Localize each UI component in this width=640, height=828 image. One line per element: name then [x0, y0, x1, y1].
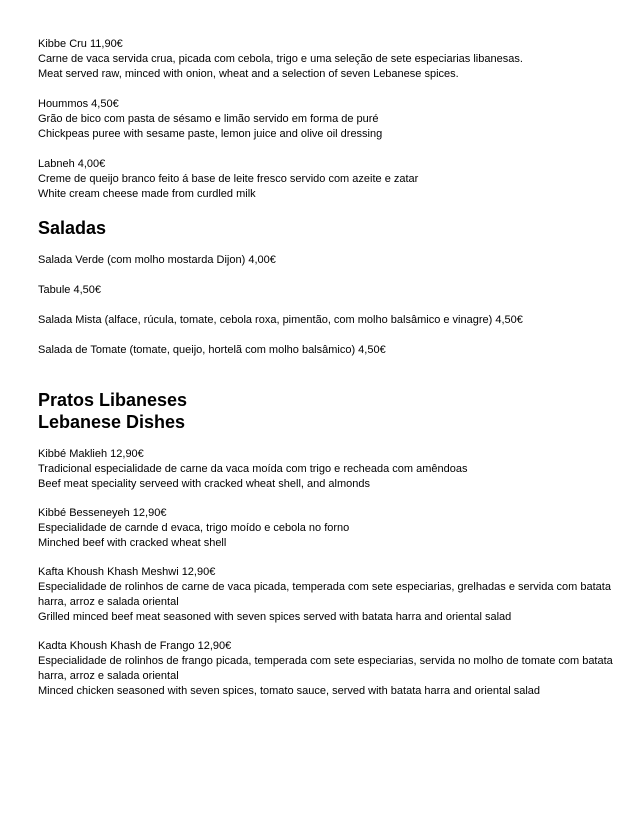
menu-item-kafta-meshwi — [38, 565, 618, 625]
item-title: Kibbe Cru 11,90€ — [38, 38, 123, 50]
salad-item-verde: Salada Verde (com molho mostarda Dijon) 4,00€ — [38, 254, 276, 266]
item-title: Kadta Khoush Khash de Frango 12,90€ — [38, 640, 232, 652]
item-description-en: Grilled minced beef meat seasoned with seven spices served with batata harra and oriental salad — [38, 611, 512, 623]
menu-item-kibbe-cru — [38, 37, 618, 82]
section-heading-pt: Pratos Libaneses — [38, 390, 188, 410]
item-description-pt: Tradicional especialidade de carne da vaca moída com trigo e recheada com amêndoas — [38, 463, 468, 475]
section-heading-pratos — [38, 389, 618, 433]
item-title: Hoummos 4,50€ — [38, 98, 119, 110]
item-title: Labneh 4,00€ — [38, 158, 106, 170]
section-heading-saladas: Saladas — [38, 218, 107, 238]
menu-item-kibbe-maklieh — [38, 447, 618, 492]
item-description-pt: Especialidade de rolinhos de frango picada, temperada com sete especiarias, servida no molho de tomate com batata harra, arroz e salada oriental — [38, 655, 613, 682]
menu-page — [38, 37, 618, 713]
item-description-en: Beef meat speciality serveed with cracked wheat shell, and almonds — [38, 478, 371, 490]
item-description-pt: Especialidade de rolinhos de carne de vaca picada, temperada com sete especiarias, grelhadas e servida com batata harra, arroz e salada oriental — [38, 581, 611, 608]
item-description-en: White cream cheese made from curdled milk — [38, 188, 256, 200]
item-title: Kibbé Maklieh 12,90€ — [38, 448, 144, 460]
item-description-en: Minced chicken seasoned with seven spices, tomato sauce, served with batata harra and oriental salad — [38, 685, 541, 697]
item-description-pt: Creme de queijo branco feito á base de leite fresco servido com azeite e zatar — [38, 173, 419, 185]
item-title: Kibbé Besseneyeh 12,90€ — [38, 507, 167, 519]
menu-item-hoummos — [38, 97, 618, 142]
item-description-en: Minched beef with cracked wheat shell — [38, 537, 227, 549]
salad-item-tabule: Tabule 4,50€ — [38, 284, 101, 296]
salad-item-tomate: Salada de Tomate (tomate, queijo, hortelã com molho balsâmico) 4,50€ — [38, 344, 386, 356]
item-description-pt: Carne de vaca servida crua, picada com cebola, trigo e uma seleção de sete especiarias libanesas. — [38, 53, 523, 65]
salad-item-mista: Salada Mista (alface, rúcula, tomate, cebola roxa, pimentão, com molho balsâmico e vinagre) 4,50€ — [38, 314, 523, 326]
item-description-en: Meat served raw, minced with onion, wheat and a selection of seven Lebanese spices. — [38, 68, 459, 80]
section-heading-en: Lebanese Dishes — [38, 412, 186, 432]
menu-item-kafta-frango — [38, 639, 618, 699]
item-description-en: Chickpeas puree with sesame paste, lemon juice and olive oil dressing — [38, 128, 383, 140]
menu-item-labneh — [38, 157, 618, 202]
item-description-pt: Especialidade de carnde d evaca, trigo moído e cebola no forno — [38, 522, 350, 534]
item-description-pt: Grão de bico com pasta de sésamo e limão servido em forma de puré — [38, 113, 379, 125]
item-title: Kafta Khoush Khash Meshwi 12,90€ — [38, 566, 216, 578]
menu-item-kibbe-besseneyeh — [38, 506, 618, 551]
